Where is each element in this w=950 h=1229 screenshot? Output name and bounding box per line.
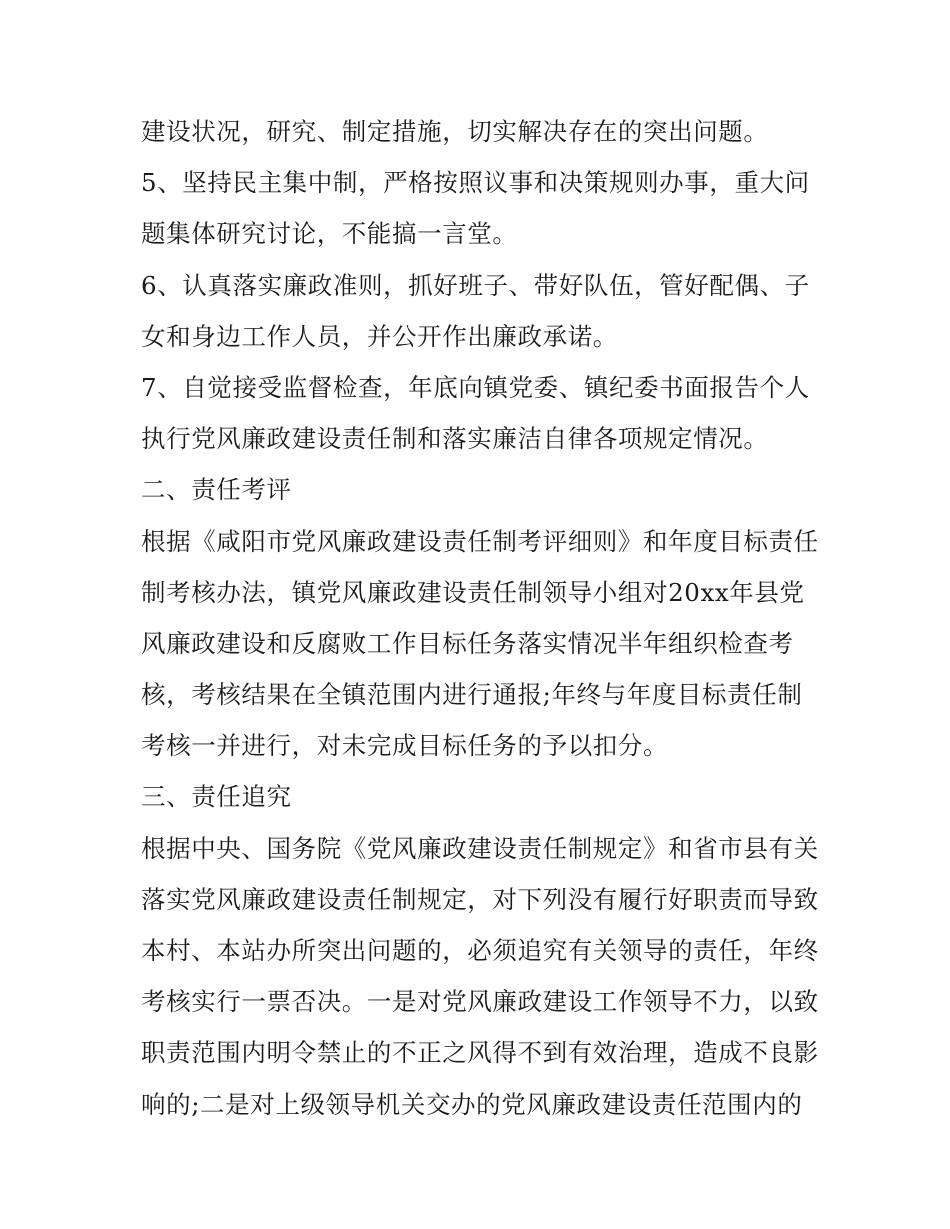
text-line: 女和身边工作人员，并公开作出廉政承诺。 <box>141 321 618 351</box>
text-line: 6、认真落实廉政准则，抓好班子、带好队伍，管好配偶、子 <box>141 270 810 300</box>
text-line: 7、自觉接受监督检查，年底向镇党委、镇纪委书面报告个人 <box>141 372 810 402</box>
text-line: 根据《咸阳市党风廉政建设责任制考评细则》和年度目标责任 <box>141 526 819 556</box>
section-heading: 三、责任追究 <box>141 782 292 812</box>
text-line: 考核一并进行，对未完成目标任务的予以扣分。 <box>141 731 669 761</box>
text-line: 落实党风廉政建设责任制规定，对下列没有履行好职责而导致 <box>141 884 819 914</box>
document-body <box>141 106 831 1130</box>
text-line: 风廉政建设和反腐败工作目标任务落实情况半年组织检查考 <box>141 628 794 658</box>
text-line: 核，考核结果在全镇范围内进行通报;年终与年度目标责任制 <box>141 680 803 710</box>
text-line: 5、坚持民主集中制，严格按照议事和决策规则办事，重大问 <box>141 168 810 198</box>
text-line: 执行党风廉政建设责任制和落实廉洁自律各项规定情况。 <box>141 424 769 454</box>
text-line: 题集体研究讨论，不能搞一言堂。 <box>141 219 518 249</box>
text-line: 考核实行一票否决。一是对党风廉政建设工作领导不力，以致 <box>141 987 819 1017</box>
text-line: 职责范围内明令禁止的不正之风得不到有效治理，造成不良影 <box>141 1038 819 1068</box>
text-line: 本村、本站办所突出问题的，必须追究有关领导的责任，年终 <box>141 936 819 965</box>
text-line: 响的;二是对上级领导机关交办的党风廉政建设责任范围内的 <box>141 1089 803 1119</box>
text-line: 建设状况，研究、制定措施，切实解决存在的突出问题。 <box>141 117 769 146</box>
section-heading: 二、责任考评 <box>141 475 292 505</box>
text-line: 根据中央、国务院《党风廉政建设责任制规定》和省市县有关 <box>141 833 819 863</box>
text-line: 制考核办法，镇党风廉政建设责任制领导小组对20xx年县党 <box>141 577 805 607</box>
